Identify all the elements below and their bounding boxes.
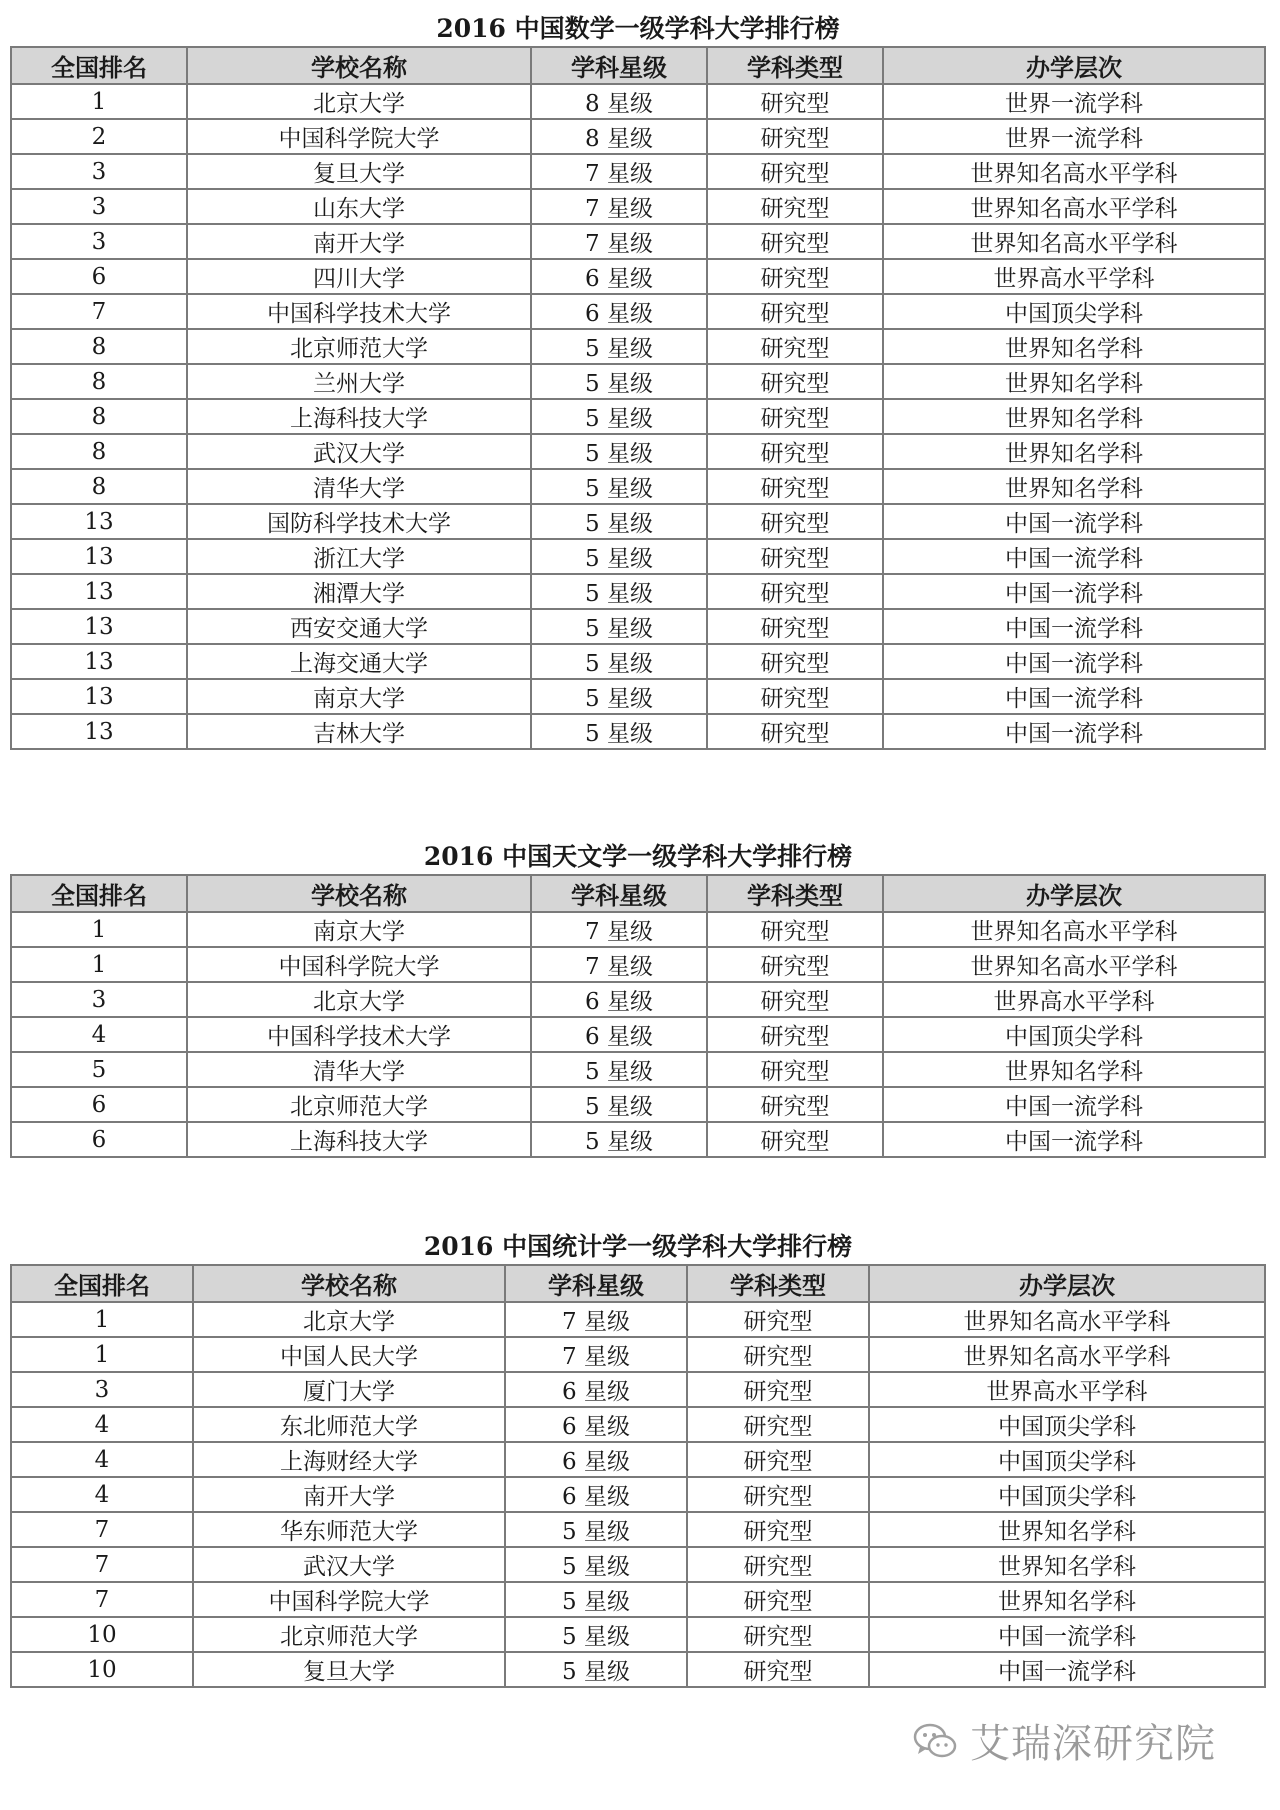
column-header: 办学层次 <box>883 875 1265 912</box>
table-cell: 世界知名高水平学科 <box>883 189 1265 224</box>
table-cell: 研究型 <box>707 329 883 364</box>
table-row <box>11 1582 1265 1617</box>
table-row <box>11 224 1265 259</box>
table-cell: 5 星级 <box>505 1547 687 1582</box>
table-row <box>11 1087 1265 1122</box>
table-cell: 6 <box>11 259 187 294</box>
table-cell: 5 星级 <box>505 1512 687 1547</box>
table-cell: 世界知名高水平学科 <box>883 912 1265 947</box>
table-cell: 研究型 <box>707 364 883 399</box>
watermark-text: 艾瑞深研究院 <box>970 1721 1216 1767</box>
table-row <box>11 469 1265 504</box>
table-cell: 中国科学院大学 <box>193 1582 505 1617</box>
table-cell: 研究型 <box>687 1407 869 1442</box>
astronomy-ranking-section <box>10 840 1266 1158</box>
table-cell: 武汉大学 <box>193 1547 505 1582</box>
table-cell: 中国一流学科 <box>883 1087 1265 1122</box>
table-cell: 5 星级 <box>531 679 707 714</box>
table-cell: 世界知名学科 <box>883 399 1265 434</box>
table-cell: 研究型 <box>707 912 883 947</box>
table-row <box>11 1337 1265 1372</box>
table-cell: 南京大学 <box>187 912 531 947</box>
table-cell: 1 <box>11 947 187 982</box>
header-row <box>11 875 1265 912</box>
table-title: 2016 中国统计学一级学科大学排行榜 <box>423 1232 853 1261</box>
table-row <box>11 154 1265 189</box>
ranking-table <box>10 46 1266 750</box>
header-row <box>11 1265 1265 1302</box>
table-cell: 6 <box>11 1122 187 1157</box>
table-cell: 中国人民大学 <box>193 1337 505 1372</box>
table-cell: 世界知名高水平学科 <box>883 154 1265 189</box>
column-header: 学科类型 <box>707 47 883 84</box>
table-row <box>11 947 1265 982</box>
table-cell: 研究型 <box>707 1017 883 1052</box>
table-cell: 研究型 <box>707 259 883 294</box>
table-cell: 世界知名高水平学科 <box>869 1337 1265 1372</box>
table-cell: 7 <box>11 1547 193 1582</box>
table-cell: 7 星级 <box>531 912 707 947</box>
table-cell: 世界知名学科 <box>883 329 1265 364</box>
table-cell: 研究型 <box>707 539 883 574</box>
table-cell: 5 星级 <box>531 469 707 504</box>
table-cell: 8 <box>11 434 187 469</box>
table-cell: 中国一流学科 <box>883 539 1265 574</box>
table-cell: 6 星级 <box>505 1372 687 1407</box>
table-body <box>11 1302 1265 1687</box>
table-cell: 华东师范大学 <box>193 1512 505 1547</box>
table-cell: 厦门大学 <box>193 1372 505 1407</box>
table-row <box>11 1512 1265 1547</box>
table-cell: 8 星级 <box>531 84 707 119</box>
table-cell: 8 星级 <box>531 119 707 154</box>
table-cell: 中国一流学科 <box>869 1617 1265 1652</box>
table-cell: 中国一流学科 <box>883 574 1265 609</box>
table-row <box>11 574 1265 609</box>
table-cell: 研究型 <box>687 1652 869 1687</box>
table-cell: 中国顶尖学科 <box>869 1442 1265 1477</box>
table-cell: 中国顶尖学科 <box>869 1477 1265 1512</box>
table-cell: 复旦大学 <box>193 1652 505 1687</box>
table-cell: 4 <box>11 1477 193 1512</box>
table-row <box>11 1017 1265 1052</box>
table-cell: 5 星级 <box>531 539 707 574</box>
column-header: 全国排名 <box>11 1265 193 1302</box>
table-cell: 5 星级 <box>531 434 707 469</box>
table-cell: 世界高水平学科 <box>883 259 1265 294</box>
table-row <box>11 119 1265 154</box>
column-header: 学科星级 <box>531 875 707 912</box>
table-body <box>11 84 1265 749</box>
table-cell: 上海科技大学 <box>187 399 531 434</box>
table-cell: 13 <box>11 504 187 539</box>
table-cell: 4 <box>11 1017 187 1052</box>
table-cell: 3 <box>11 1372 193 1407</box>
table-cell: 7 星级 <box>531 189 707 224</box>
table-row <box>11 364 1265 399</box>
table-cell: 研究型 <box>707 504 883 539</box>
table-cell: 研究型 <box>687 1547 869 1582</box>
table-cell: 2 <box>11 119 187 154</box>
table-cell: 5 星级 <box>531 1122 707 1157</box>
table-cell: 研究型 <box>707 224 883 259</box>
table-cell: 3 <box>11 189 187 224</box>
table-cell: 研究型 <box>707 982 883 1017</box>
table-cell: 复旦大学 <box>187 154 531 189</box>
wechat-icon <box>912 1721 958 1761</box>
table-cell: 1 <box>11 1337 193 1372</box>
table-title: 2016 中国天文学一级学科大学排行榜 <box>423 842 853 871</box>
table-cell: 10 <box>11 1617 193 1652</box>
table-cell: 6 星级 <box>505 1407 687 1442</box>
table-cell: 研究型 <box>687 1337 869 1372</box>
table-cell: 5 星级 <box>531 609 707 644</box>
column-header: 学校名称 <box>193 1265 505 1302</box>
column-header: 学科星级 <box>531 47 707 84</box>
table-body <box>11 912 1265 1157</box>
table-row <box>11 1407 1265 1442</box>
table-cell: 6 星级 <box>531 294 707 329</box>
table-row <box>11 504 1265 539</box>
table-cell: 湘潭大学 <box>187 574 531 609</box>
column-header: 办学层次 <box>883 47 1265 84</box>
table-cell: 东北师范大学 <box>193 1407 505 1442</box>
table-cell: 10 <box>11 1652 193 1687</box>
table-cell: 13 <box>11 714 187 749</box>
table-cell: 研究型 <box>707 189 883 224</box>
table-cell: 世界一流学科 <box>883 119 1265 154</box>
column-header: 全国排名 <box>11 47 187 84</box>
table-cell: 7 <box>11 294 187 329</box>
column-header: 学科类型 <box>687 1265 869 1302</box>
table-cell: 南开大学 <box>187 224 531 259</box>
table-row <box>11 982 1265 1017</box>
table-cell: 世界高水平学科 <box>869 1372 1265 1407</box>
table-cell: 中国一流学科 <box>883 504 1265 539</box>
table-cell: 6 星级 <box>505 1477 687 1512</box>
table-cell: 4 <box>11 1407 193 1442</box>
table-cell: 中国一流学科 <box>869 1652 1265 1687</box>
table-row <box>11 259 1265 294</box>
table-row <box>11 644 1265 679</box>
table-cell: 北京师范大学 <box>187 1087 531 1122</box>
table-cell: 8 <box>11 329 187 364</box>
table-cell: 5 星级 <box>531 329 707 364</box>
table-cell: 5 星级 <box>505 1652 687 1687</box>
table-cell: 研究型 <box>687 1302 869 1337</box>
column-header: 全国排名 <box>11 875 187 912</box>
table-cell: 中国一流学科 <box>883 679 1265 714</box>
table-cell: 6 星级 <box>505 1442 687 1477</box>
table-cell: 研究型 <box>687 1477 869 1512</box>
table-cell: 1 <box>11 1302 193 1337</box>
table-cell: 5 星级 <box>505 1582 687 1617</box>
table-cell: 西安交通大学 <box>187 609 531 644</box>
table-cell: 5 星级 <box>531 504 707 539</box>
table-cell: 7 <box>11 1512 193 1547</box>
table-cell: 世界知名高水平学科 <box>883 224 1265 259</box>
table-cell: 5 星级 <box>531 1052 707 1087</box>
table-cell: 3 <box>11 154 187 189</box>
table-cell: 中国一流学科 <box>883 714 1265 749</box>
table-row <box>11 679 1265 714</box>
table-row <box>11 399 1265 434</box>
table-cell: 世界知名学科 <box>883 364 1265 399</box>
table-cell: 清华大学 <box>187 469 531 504</box>
table-row <box>11 714 1265 749</box>
table-cell: 中国一流学科 <box>883 1122 1265 1157</box>
table-row <box>11 1652 1265 1687</box>
ranking-table <box>10 874 1266 1158</box>
table-cell: 上海科技大学 <box>187 1122 531 1157</box>
table-cell: 7 星级 <box>505 1302 687 1337</box>
table-cell: 上海财经大学 <box>193 1442 505 1477</box>
table-cell: 世界知名学科 <box>883 1052 1265 1087</box>
table-cell: 6 星级 <box>531 982 707 1017</box>
table-cell: 世界一流学科 <box>883 84 1265 119</box>
table-cell: 研究型 <box>707 154 883 189</box>
column-header: 学校名称 <box>187 47 531 84</box>
column-header: 办学层次 <box>869 1265 1265 1302</box>
watermark <box>912 1712 1216 1769</box>
table-row <box>11 912 1265 947</box>
table-cell: 7 <box>11 1582 193 1617</box>
table-cell: 北京师范大学 <box>187 329 531 364</box>
table-row <box>11 1547 1265 1582</box>
table-cell: 5 星级 <box>531 574 707 609</box>
table-cell: 中国顶尖学科 <box>883 294 1265 329</box>
table-row <box>11 1477 1265 1512</box>
table-cell: 5 星级 <box>505 1617 687 1652</box>
table-cell: 13 <box>11 574 187 609</box>
table-cell: 中国一流学科 <box>883 609 1265 644</box>
table-cell: 3 <box>11 224 187 259</box>
table-cell: 兰州大学 <box>187 364 531 399</box>
table-cell: 13 <box>11 609 187 644</box>
table-row <box>11 539 1265 574</box>
table-row <box>11 434 1265 469</box>
header-row <box>11 47 1265 84</box>
table-cell: 浙江大学 <box>187 539 531 574</box>
table-cell: 世界知名学科 <box>883 469 1265 504</box>
table-row <box>11 1372 1265 1407</box>
table-cell: 世界知名高水平学科 <box>883 947 1265 982</box>
column-header: 学科星级 <box>505 1265 687 1302</box>
table-cell: 世界高水平学科 <box>883 982 1265 1017</box>
table-cell: 研究型 <box>707 399 883 434</box>
table-cell: 6 星级 <box>531 259 707 294</box>
table-cell: 研究型 <box>707 1122 883 1157</box>
table-cell: 中国科学院大学 <box>187 119 531 154</box>
table-cell: 7 星级 <box>531 224 707 259</box>
table-cell: 南开大学 <box>193 1477 505 1512</box>
table-cell: 研究型 <box>687 1512 869 1547</box>
table-row <box>11 609 1265 644</box>
table-row <box>11 84 1265 119</box>
table-row <box>11 1442 1265 1477</box>
table-cell: 上海交通大学 <box>187 644 531 679</box>
table-cell: 中国顶尖学科 <box>869 1407 1265 1442</box>
table-cell: 研究型 <box>707 469 883 504</box>
table-cell: 中国科学技术大学 <box>187 294 531 329</box>
ranking-table <box>10 1264 1266 1688</box>
table-cell: 1 <box>11 912 187 947</box>
table-cell: 世界知名高水平学科 <box>869 1302 1265 1337</box>
table-cell: 世界知名学科 <box>869 1547 1265 1582</box>
table-cell: 3 <box>11 982 187 1017</box>
math-ranking-section <box>10 12 1266 750</box>
table-row <box>11 1122 1265 1157</box>
table-cell: 7 星级 <box>505 1337 687 1372</box>
table-cell: 研究型 <box>707 947 883 982</box>
table-cell: 研究型 <box>707 574 883 609</box>
column-header: 学校名称 <box>187 875 531 912</box>
table-cell: 研究型 <box>687 1442 869 1477</box>
table-cell: 研究型 <box>707 294 883 329</box>
table-cell: 研究型 <box>707 609 883 644</box>
table-cell: 研究型 <box>707 84 883 119</box>
table-cell: 7 星级 <box>531 947 707 982</box>
table-row <box>11 294 1265 329</box>
table-cell: 5 星级 <box>531 364 707 399</box>
table-cell: 研究型 <box>707 644 883 679</box>
table-row <box>11 189 1265 224</box>
table-cell: 8 <box>11 364 187 399</box>
table-cell: 5 星级 <box>531 399 707 434</box>
table-cell: 4 <box>11 1442 193 1477</box>
table-cell: 中国科学技术大学 <box>187 1017 531 1052</box>
table-row <box>11 329 1265 364</box>
table-cell: 研究型 <box>707 1087 883 1122</box>
table-cell: 北京大学 <box>187 84 531 119</box>
table-cell: 中国一流学科 <box>883 644 1265 679</box>
table-cell: 清华大学 <box>187 1052 531 1087</box>
table-cell: 研究型 <box>707 1052 883 1087</box>
table-cell: 5 星级 <box>531 644 707 679</box>
table-cell: 8 <box>11 469 187 504</box>
table-row <box>11 1617 1265 1652</box>
table-cell: 世界知名学科 <box>869 1512 1265 1547</box>
table-cell: 北京师范大学 <box>193 1617 505 1652</box>
table-cell: 世界知名学科 <box>869 1582 1265 1617</box>
table-cell: 研究型 <box>687 1372 869 1407</box>
table-cell: 13 <box>11 679 187 714</box>
table-cell: 北京大学 <box>187 982 531 1017</box>
table-cell: 南京大学 <box>187 679 531 714</box>
table-cell: 研究型 <box>707 434 883 469</box>
table-cell: 研究型 <box>687 1617 869 1652</box>
table-cell: 6 星级 <box>531 1017 707 1052</box>
column-header: 学科类型 <box>707 875 883 912</box>
table-cell: 7 星级 <box>531 154 707 189</box>
table-cell: 研究型 <box>707 119 883 154</box>
table-cell: 13 <box>11 539 187 574</box>
table-cell: 6 <box>11 1087 187 1122</box>
table-row <box>11 1052 1265 1087</box>
table-row <box>11 1302 1265 1337</box>
table-cell: 13 <box>11 644 187 679</box>
table-cell: 8 <box>11 399 187 434</box>
table-cell: 山东大学 <box>187 189 531 224</box>
table-cell: 中国科学院大学 <box>187 947 531 982</box>
table-title: 2016 中国数学一级学科大学排行榜 <box>436 14 840 43</box>
table-cell: 国防科学技术大学 <box>187 504 531 539</box>
table-cell: 中国顶尖学科 <box>883 1017 1265 1052</box>
table-cell: 5 <box>11 1052 187 1087</box>
table-cell: 吉林大学 <box>187 714 531 749</box>
table-cell: 研究型 <box>707 679 883 714</box>
table-cell: 1 <box>11 84 187 119</box>
table-cell: 北京大学 <box>193 1302 505 1337</box>
table-cell: 5 星级 <box>531 714 707 749</box>
statistics-ranking-section <box>10 1230 1266 1688</box>
table-cell: 5 星级 <box>531 1087 707 1122</box>
table-cell: 研究型 <box>687 1582 869 1617</box>
table-cell: 世界知名学科 <box>883 434 1265 469</box>
table-cell: 研究型 <box>707 714 883 749</box>
table-cell: 武汉大学 <box>187 434 531 469</box>
table-cell: 四川大学 <box>187 259 531 294</box>
